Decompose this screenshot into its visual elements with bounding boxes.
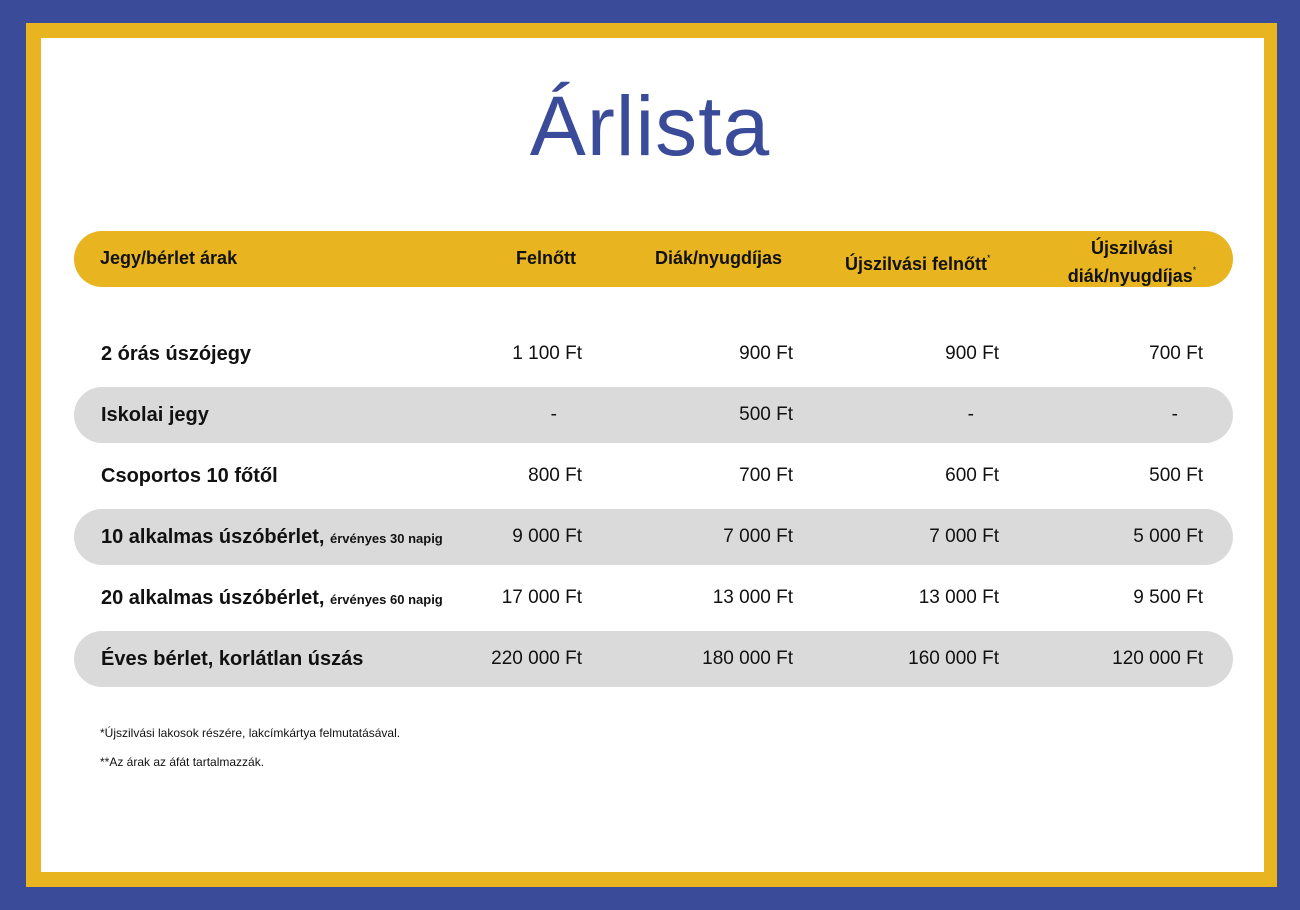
price-local-adult: 13 000 Ft: [918, 587, 999, 608]
price-student-pensioner: 7 000 Ft: [723, 526, 793, 547]
price-local-student: 700 Ft: [1149, 343, 1203, 364]
price-local-adult: 7 000 Ft: [929, 526, 999, 547]
row-ticket-name: 2 órás úszójegy: [101, 343, 252, 365]
price-student-pensioner: 900 Ft: [739, 343, 793, 364]
table-header: [74, 231, 1233, 287]
price-student-pensioner: 700 Ft: [739, 465, 793, 486]
price-local-student: -: [1171, 404, 1178, 425]
price-student-pensioner: 500 Ft: [739, 404, 793, 425]
header-local-adult: Újszilvási felnőtt*: [845, 253, 991, 274]
price-adult: 17 000 Ft: [501, 587, 582, 608]
header-ticket-type: Jegy/bérlet árak: [100, 248, 238, 268]
table-row: [74, 509, 1233, 565]
table-row: [74, 387, 1233, 443]
table-row: [74, 326, 1233, 382]
price-adult: -: [550, 404, 557, 425]
price-local-adult: -: [967, 404, 974, 425]
price-local-adult: 900 Ft: [945, 343, 999, 364]
row-ticket-name: Éves bérlet, korlátlan úszás: [101, 648, 364, 670]
footnote-local-residents: *Újszilvási lakosok részére, lakcímkártya felmutatásával.: [100, 726, 401, 740]
header-student-pensioner: Diák/nyugdíjas: [655, 248, 783, 268]
price-student-pensioner: 180 000 Ft: [702, 648, 793, 669]
price-local-student: 500 Ft: [1149, 465, 1203, 486]
table-row: [74, 631, 1233, 687]
row-ticket-name: Iskolai jegy: [101, 404, 209, 426]
price-adult: 1 100 Ft: [512, 343, 582, 364]
row-validity-note: érvényes 30 napig: [330, 531, 443, 546]
price-adult: 220 000 Ft: [491, 648, 582, 669]
price-local-student: 5 000 Ft: [1133, 526, 1203, 547]
footnote-vat: **Az árak az áfát tartalmazzák.: [100, 755, 265, 769]
table-row: [74, 570, 1233, 626]
price-local-adult: 160 000 Ft: [908, 648, 999, 669]
row-validity-note: érvényes 60 napig: [330, 592, 443, 607]
price-local-student: 9 500 Ft: [1133, 587, 1203, 608]
page-title: Árlista: [529, 79, 771, 173]
price-local-adult: 600 Ft: [945, 465, 999, 486]
price-adult: 800 Ft: [528, 465, 582, 486]
price-adult: 9 000 Ft: [512, 526, 582, 547]
header-adult: Felnőtt: [516, 248, 576, 268]
price-student-pensioner: 13 000 Ft: [712, 587, 793, 608]
price-local-student: 120 000 Ft: [1112, 648, 1203, 669]
row-ticket-name: 10 alkalmas úszóbérlet, érvényes 30 napig: [101, 526, 443, 548]
row-ticket-name: 20 alkalmas úszóbérlet, érvényes 60 napig: [101, 587, 443, 609]
header-local-student: Újszilvási diák/nyugdíjas*: [1067, 238, 1197, 286]
table-row: [74, 448, 1233, 504]
row-ticket-name: Csoportos 10 főtől: [101, 465, 278, 487]
